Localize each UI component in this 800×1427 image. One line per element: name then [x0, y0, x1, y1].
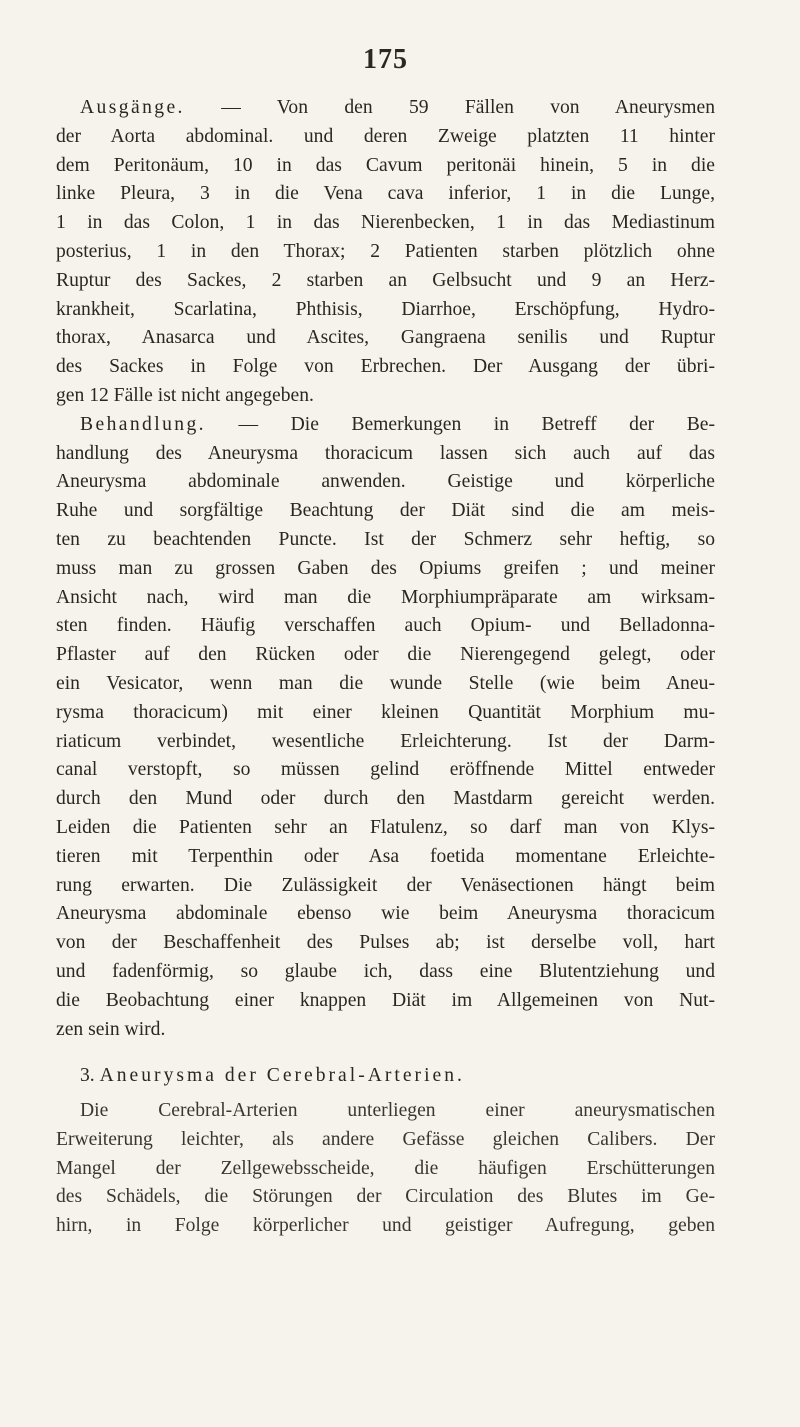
section-number: 3. [80, 1065, 95, 1087]
paragraph-line: thorax, Anasarca und Ascites, Gangraena senilis und Ruptur [56, 327, 715, 349]
paragraph-line: Mangel der Zellgewebsscheide, die häufigen Erschütterungen [56, 1157, 715, 1179]
paragraph-line: Aneurysma abdominale ebenso wie beim Aneurysma thoracicum [56, 903, 715, 925]
paragraph-line: des Schädels, die Störungen der Circulation des Blutes im Ge- [56, 1186, 715, 1208]
paragraph-line: rung erwarten. Die Zulässigkeit der Venäsectionen hängt beim [56, 874, 715, 896]
paragraph-line: Erweiterung leichter, als andere Gefässe gleichen Calibers. Der [56, 1128, 715, 1150]
paragraph-ausgaenge [56, 94, 715, 411]
paragraph-line: des Sackes in Folge von Erbrechen. Der Ausgang der übri- [56, 356, 715, 378]
paragraph-line: krankheit, Scarlatina, Phthisis, Diarrhoe, Erschöpfung, Hydro- [56, 298, 715, 320]
paragraph-line: gen 12 Fälle ist nicht angegeben. [56, 384, 314, 406]
paragraph-line: rysma thoracicum) mit einer kleinen Quantität Morphium mu- [56, 701, 715, 723]
section-heading [56, 1062, 715, 1091]
paragraph-line: ten zu beachtenden Puncte. Ist der Schmerz sehr heftig, so [56, 528, 715, 550]
paragraph-line: Pflaster auf den Rücken oder die Nierengegend gelegt, oder [56, 644, 715, 666]
page-number: 175 [363, 44, 408, 75]
paragraph-lead: Ausgänge. [80, 97, 185, 118]
paragraph-line: Ruhe und sorgfältige Beachtung der Diät sind die am meis- [56, 500, 715, 522]
paragraph-line: 1 in das Colon, 1 in das Nierenbecken, 1 in das Mediastinum [56, 212, 715, 234]
paragraph-line: Leiden die Patienten sehr an Flatulenz, so darf man von Klys- [56, 816, 715, 838]
paragraph-line: tieren mit Terpenthin oder Asa foetida momentane Erleichte- [56, 845, 715, 867]
paragraph-line: Ansicht nach, wird man die Morphiumpräparate am wirksam- [56, 586, 715, 608]
paragraph-line: canal verstopft, so müssen gelind eröffnende Mittel entweder [56, 759, 715, 781]
paragraph-line: Die Cerebral-Arterien unterliegen einer aneurysmatischen [80, 1100, 715, 1122]
paragraph-line: die Beobachtung einer knappen Diät im Allgemeinen von Nut- [56, 989, 715, 1011]
paragraph-line: dem Peritonäum, 10 in das Cavum peritonäi hinein, 5 in die [56, 154, 715, 176]
paragraph-lead: Behandlung. [80, 413, 206, 435]
paragraph-line: riaticum verbindet, wesentliche Erleichterung. Ist der Darm- [56, 730, 715, 752]
paragraph-line: und fadenförmig, so glaube ich, dass eine Blutentziehung und [56, 960, 715, 982]
section-title: Aneurysma der Cerebral-Arterien. [99, 1065, 465, 1087]
paragraph-line: linke Pleura, 3 in die Vena cava inferior, 1 in die Lunge, [56, 183, 715, 205]
paragraph-line: zen sein wird. [56, 1018, 166, 1040]
paragraph-line: hirn, in Folge körperlicher und geistiger Aufregung, geben [56, 1215, 715, 1237]
paragraph-line: Ruptur des Sackes, 2 starben an Gelbsucht und 9 an Herz- [56, 269, 715, 291]
paragraph-line: sten finden. Häufig verschaffen auch Opium- und Belladonna- [56, 615, 715, 637]
paragraph-line: handlung des Aneurysma thoracicum lassen sich auch auf das [56, 442, 715, 464]
paragraph-line: durch den Mund oder durch den Mastdarm gereicht werden. [56, 788, 715, 810]
paragraph-behandlung [56, 411, 715, 1045]
paragraph-line: der Aorta abdominal. und deren Zweige platzten 11 hinter [56, 125, 715, 147]
book-page [56, 40, 715, 1241]
paragraph-cerebral-arterien [56, 1097, 715, 1241]
paragraph-line: ein Vesicator, wenn man die wunde Stelle (wie beim Aneu- [56, 672, 715, 694]
paragraph-line: Ausgänge. — Von den 59 Fällen von Aneurysmen [80, 97, 715, 118]
paragraph-line: posterius, 1 in den Thorax; 2 Patienten starben plötzlich ohne [56, 240, 715, 262]
paragraph-line: von der Beschaffenheit des Pulses ab; ist derselbe voll, hart [56, 932, 715, 954]
paragraph-line: muss man zu grossen Gaben des Opiums greifen ; und meiner [56, 557, 715, 579]
paragraph-line: Aneurysma abdominale anwenden. Geistige und körperliche [56, 471, 715, 493]
paragraph-line: Behandlung. — Die Bemerkungen in Betreff der Be- [80, 413, 715, 435]
